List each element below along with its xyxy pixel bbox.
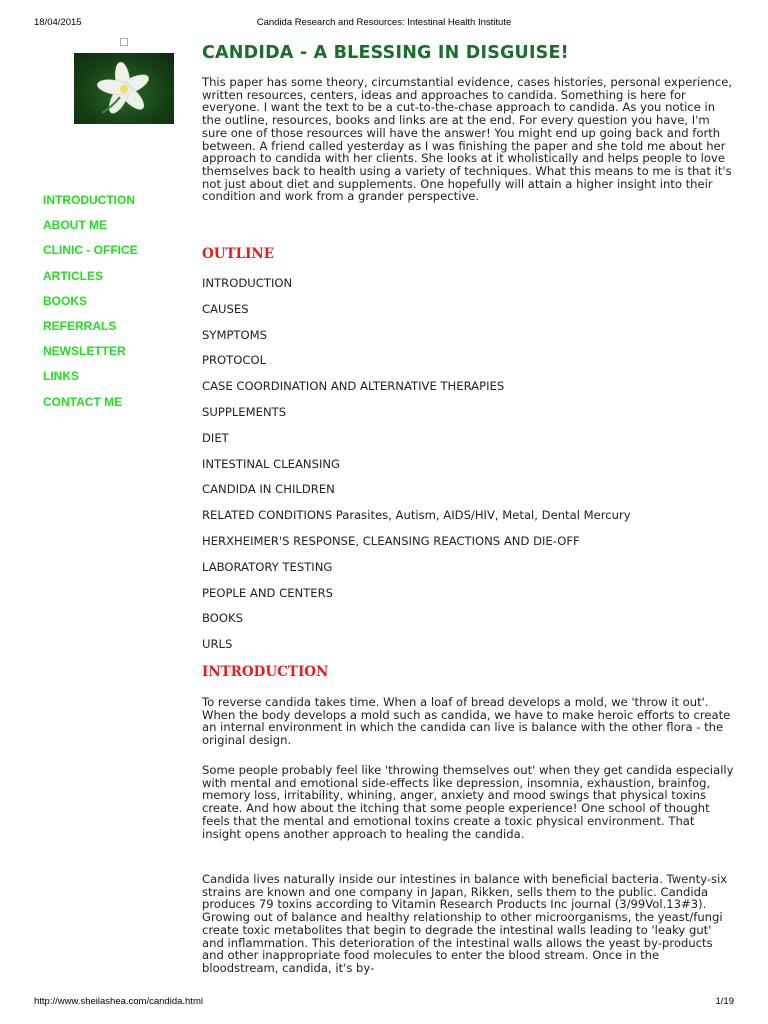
outline-item: INTRODUCTION bbox=[202, 276, 293, 290]
page-title: CANDIDA - A BLESSING IN DISGUISE! bbox=[202, 43, 569, 63]
outline-item: BOOKS bbox=[202, 611, 243, 626]
introduction-paragraph: Some people probably feel like 'throwing themselves out' when they get candida especially with mental and emotional side-effects like depression, insomnia, exhaustion, brainfog, memory loss, irritability, whining, anger, anxiety and mood swings that physical toxins create. And how about the itching that some people experience! One school of thought feels that the mental and emotional toxins create a toxic physical environment. That insight opens another approach to healing the candida. bbox=[202, 763, 734, 841]
outline-item: LABORATORY TESTING bbox=[202, 559, 333, 574]
outline-item: PEOPLE AND CENTERS bbox=[202, 585, 334, 600]
outline-item: HERXHEIMER'S RESPONSE, CLEANSING REACTIONS AND DIE-OFF bbox=[202, 533, 580, 548]
page-number: 1/19 bbox=[715, 996, 734, 1007]
nav-newsletter[interactable]: NEWSLETTER bbox=[43, 344, 126, 359]
outline-item: CAUSES bbox=[202, 301, 249, 316]
outline-item: SUPPLEMENTS bbox=[202, 404, 287, 419]
outline-item: DIET bbox=[202, 430, 229, 445]
print-date: 18/04/2015 bbox=[34, 17, 82, 28]
print-url: http://www.sheilashea.com/candida.html bbox=[34, 996, 203, 1007]
print-header bbox=[34, 17, 734, 31]
nav-links[interactable]: LINKS bbox=[43, 369, 79, 384]
outline-item: CASE COORDINATION AND ALTERNATIVE THERAPIES bbox=[202, 379, 505, 394]
sidebar-nav bbox=[43, 188, 193, 415]
outline-list bbox=[202, 276, 734, 663]
outline-item: SYMPTOMS bbox=[202, 327, 268, 342]
broken-image-icon bbox=[120, 38, 128, 46]
outline-item: INTESTINAL CLEANSING bbox=[202, 456, 341, 471]
introduction-heading: INTRODUCTION bbox=[202, 664, 329, 680]
nav-contact-me[interactable]: CONTACT ME bbox=[43, 394, 123, 409]
main-content bbox=[202, 40, 734, 975]
introduction-paragraph: To reverse candida takes time. When a loaf of bread develops a mold, we 'throw it out'. When the body develops a mold such as candida, we have to make heroic efforts to create an internal environment in which the candida can live is balance with the other flora - the original design. bbox=[202, 695, 731, 748]
nav-articles[interactable]: ARTICLES bbox=[43, 268, 103, 283]
outline-item: CANDIDA IN CHILDREN bbox=[202, 482, 335, 497]
nav-about-me[interactable]: ABOUT ME bbox=[43, 218, 107, 233]
nav-books[interactable]: BOOKS bbox=[43, 293, 88, 308]
print-page-title: Candida Research and Resources: Intestinal Health Institute bbox=[256, 17, 512, 28]
outline-item: PROTOCOL bbox=[202, 353, 267, 368]
nav-introduction[interactable]: INTRODUCTION bbox=[43, 193, 135, 207]
outline-item: RELATED CONDITIONS Parasites, Autism, AIDS/HIV, Metal, Dental Mercury bbox=[202, 508, 631, 523]
flower-icon bbox=[74, 53, 174, 124]
nav-referrals[interactable]: REFERRALS bbox=[43, 318, 117, 333]
intro-paragraph: This paper has some theory, circumstantial evidence, cases histories, personal experience, written resources, centers, ideas and approaches to candida. Something is here for everyone. I want the text to be a cut-to-the-chase approach to candida. As you notice in the outline, resources, books and links are at the end. For every question you have, I'm sure one of those resources will have the answer! You might end up going back and forth between. A friend called yesterday as I was finishing the paper and she told me about her approach to candida with her clients. She looks at it wholistically and helps people to love themselves back to health using a variety of techniques. What this means to me is that it's not just about diet and supplements. One hopefully will attain a higher insight into their condition and work from a grander perspective. bbox=[202, 75, 733, 204]
nav-clinic-office[interactable]: CLINIC - OFFICE bbox=[43, 243, 138, 258]
outline-item: URLS bbox=[202, 637, 233, 652]
print-footer bbox=[34, 996, 734, 1010]
outline-heading: OUTLINE bbox=[202, 246, 275, 262]
flower-logo bbox=[74, 53, 174, 124]
introduction-paragraph: Candida lives naturally inside our intestines in balance with beneficial bacteria. Twenty-six strains are known and one company in Japan, Rikken, sells them to the public. Candida produces 79 toxins according to Vitamin Research Products Inc journal (3/99Vol.13#3). Growing out of balance and healthy relationship to other microorganisms, the yeast/fungi create toxic metabolites that begin to degrade the intestinal walls leading to 'leaky gut' and inflammation. This deterioration of the intestinal walls allows the yeast by-products and other inappropriate food molecules to enter the blood stream. Once in the bloodstream, candida, it's by- bbox=[202, 872, 728, 975]
